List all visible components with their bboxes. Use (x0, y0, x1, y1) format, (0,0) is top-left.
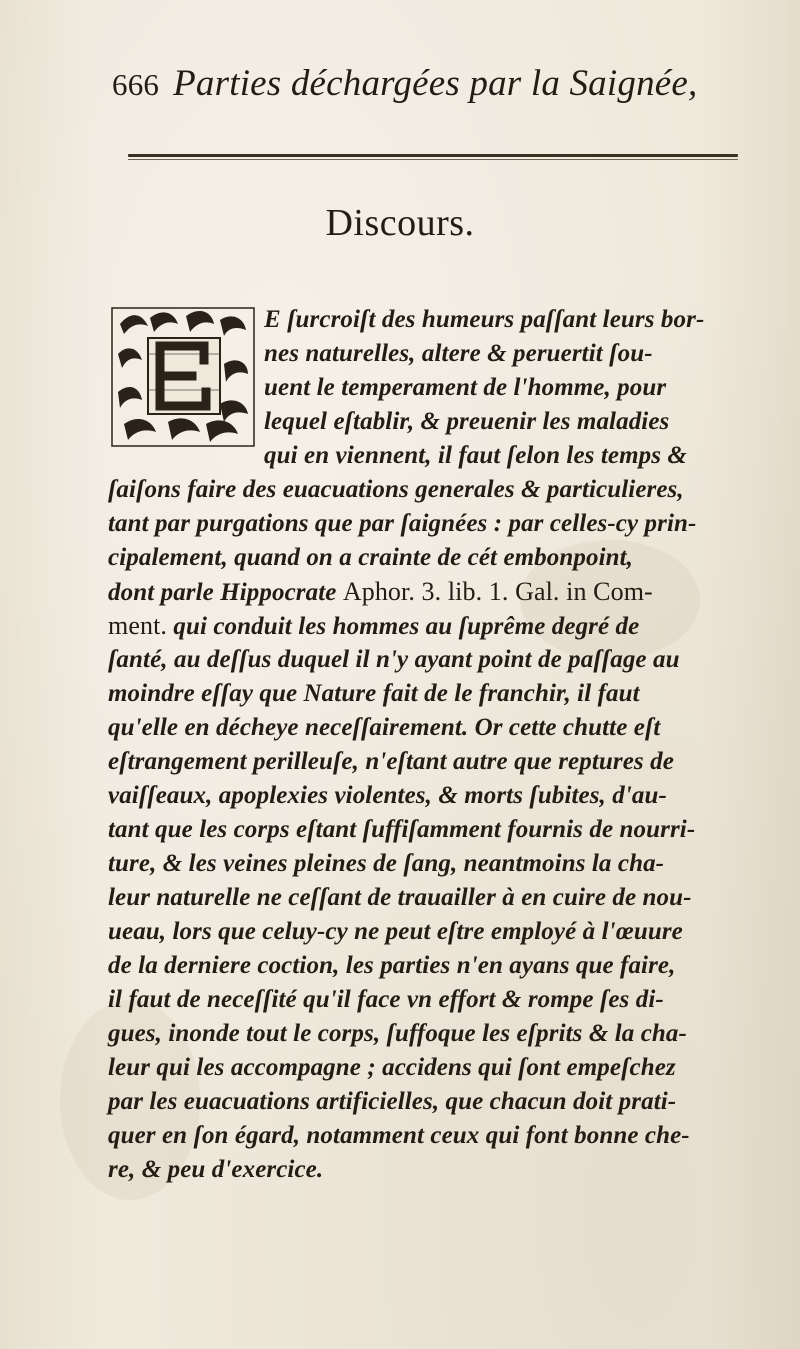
text-line: qu'elle en décheye neceſſairement. Or cette chutte eſt (108, 714, 661, 741)
text-segment-italic: dont parle Hippocrate (108, 579, 343, 606)
text-line: ueau, lors que celuy-cy ne peut eſtre employé à l'œuure (108, 918, 683, 945)
text-line: quer en ſon égard, notamment ceux qui font bonne che- (108, 1122, 690, 1149)
section-title: Discours. (325, 202, 475, 244)
text-line (108, 575, 796, 609)
text-line: de la derniere coction, les parties n'en ayans que faire, (108, 952, 676, 979)
text-line: qui en viennent, il faut ſelon les temps & (264, 442, 687, 469)
text-segment-italic: qui conduit les hommes au ſuprême degré de (167, 613, 640, 640)
text-segment-roman: Aphor. 3. lib. 1. Gal. in Com- (342, 577, 653, 606)
text-line: nes naturelles, altere & peruertit ſou- (264, 340, 653, 367)
text-line: par les euacuations artificielles, que chacun doit prati- (108, 1088, 677, 1115)
text-line: E ſurcroiſt des humeurs paſſant leurs bor- (264, 306, 705, 333)
text-line: re, & peu d'exercice. (108, 1156, 324, 1183)
text-line: cipalement, quand on a crainte de cét embonpoint, (108, 544, 634, 571)
header-rule (128, 154, 738, 157)
text-line: leur qui les accompagne ; accidens qui ſont empeſchez (108, 1054, 676, 1081)
text-line: gues, inonde tout le corps, ſuffoque les eſprits & la cha- (108, 1020, 687, 1047)
ornamental-initial-icon (108, 304, 258, 450)
text-line: il faut de neceſſité qu'il face vn effort & rompe ſes di- (108, 986, 664, 1013)
text-line (108, 609, 796, 643)
text-line: eſtrangement perilleuſe, n'eſtant autre que reptures de (108, 748, 674, 775)
text-line: lequel eſtablir, & preuenir les maladies (264, 408, 670, 435)
text-line: tant que les corps eſtant ſuffiſamment fournis de nourri- (108, 816, 696, 843)
text-line: ſanté, au deſſus duquel il n'y ayant point de paſſage au (108, 646, 680, 673)
text-line: uent le temperament de l'homme, pour (264, 374, 667, 401)
text-line: vaiſſeaux, apoplexies violentes, & morts ſubites, d'au- (108, 782, 667, 809)
text-line: leur naturelle ne ceſſant de trauailler à en cuire de nou- (108, 884, 692, 911)
header-rule-thin (128, 159, 738, 160)
text-line: ture, & les veines pleines de ſang, neantmoins la cha- (108, 850, 665, 877)
running-header (112, 58, 732, 110)
page-number: 666 (112, 67, 160, 102)
running-title: Parties déchargées par la Saignée, (173, 63, 698, 104)
text-segment-roman: ment. (108, 611, 167, 640)
text-line: tant par purgations que par ſaignées : par celles-cy prin- (108, 510, 697, 537)
text-line: ſaiſons faire des euacuations generales & particulieres, (108, 476, 684, 503)
text-line: moindre eſſay que Nature fait de le franchir, il faut (108, 680, 640, 707)
